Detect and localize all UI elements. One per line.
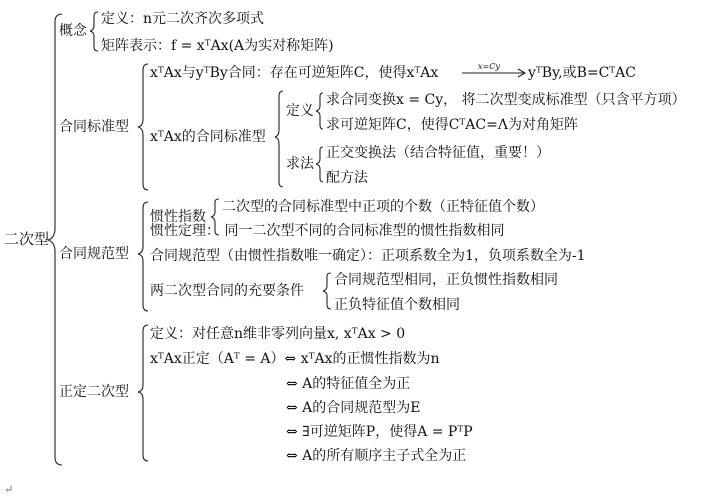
condition-label: 两二次型合同的充要条件 — [150, 283, 304, 299]
methods-item-2: 配方法 — [326, 170, 368, 186]
canonical-label: 合同规范型 — [59, 246, 129, 262]
definition-label: 定义 — [286, 103, 314, 119]
methods-label: 求法 — [286, 156, 314, 172]
methods-brace — [316, 147, 323, 182]
concept-label: 概念 — [59, 23, 87, 39]
methods-item-1: 正交变换法（结合特征值，重要！） — [326, 145, 550, 161]
congruence-left: xᵀAx与yᵀBy合同：存在可逆矩阵C，使得xᵀAx — [150, 65, 439, 81]
definition-brace — [316, 93, 323, 129]
positive-eq-4: ⇔ ∃可逆矩阵P，使得A = PᵀP — [286, 424, 473, 440]
standard-brace — [138, 64, 148, 190]
inertia-index-text: 二次型的合同标准型中正项的个数（正特征值个数） — [222, 199, 544, 215]
concept-matrix-form: 矩阵表示：f = xᵀAx(A为实对称矩阵) — [101, 38, 334, 54]
positive-definition: 定义：对任意n维非零列向量x, xᵀAx > 0 — [150, 326, 406, 342]
concept-definition: 定义：n元二次齐次多项式 — [101, 11, 265, 27]
congruence-arrow-head — [518, 69, 525, 77]
positive-statement: xᵀAx正定（Aᵀ = A）⇔ xᵀAx的正惯性指数为n — [150, 351, 440, 367]
inertia-index-label: 惯性指数 — [150, 209, 206, 225]
condition-item-1: 合同规范型相同，正负惯性指数相同 — [334, 272, 558, 288]
condition-brace — [323, 273, 331, 309]
standard-form-brace — [275, 91, 283, 187]
positive-eq-5: ⇔ A的所有顺序主子式全为正 — [286, 448, 467, 464]
inertia-theorem: 惯性定理： 同一二次型不同的合同标准型的惯性指数相同 — [150, 223, 505, 239]
return-mark: ↵ — [4, 483, 14, 496]
standard-form-label: xᵀAx的合同标准型 — [150, 129, 266, 145]
definition-item-2: 求可逆矩阵C，使得CᵀAC=Λ为对角矩阵 — [326, 117, 578, 133]
definition-item-1: 求合同变换x = Cy， 将二次型变成标准型（只含平方项） — [326, 92, 686, 108]
concept-brace — [90, 12, 98, 51]
congruence-right: yᵀBy,或B=CᵀAC — [528, 65, 637, 81]
canonical-unique: 合同规范型（由惯性指数唯一确定）：正项系数全为1，负项系数全为-1 — [150, 248, 586, 264]
condition-item-2: 正负特征值个数相同 — [334, 297, 460, 313]
positive-eq-2: ⇔ A的特征值全为正 — [286, 376, 411, 392]
positive-brace — [138, 325, 148, 461]
standard-label: 合同标准型 — [59, 119, 129, 135]
root-label: 二次型 — [4, 230, 50, 248]
positive-eq-3: ⇔ A的合同规范型为E — [286, 400, 421, 416]
congruence-arrow-label: x=Cy — [478, 62, 500, 71]
canonical-brace — [138, 202, 148, 311]
positive-label: 正定二次型 — [59, 384, 129, 400]
